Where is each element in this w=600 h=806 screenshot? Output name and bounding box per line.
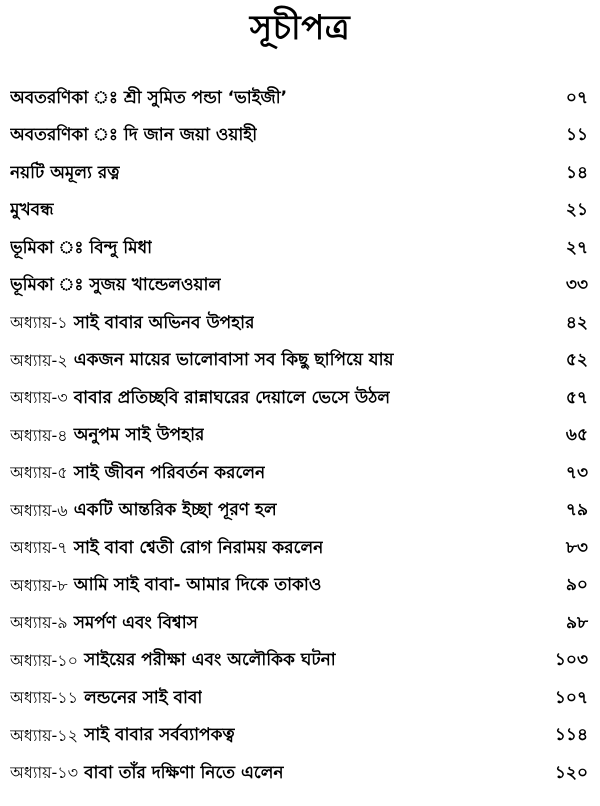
chapter-label: অধ্যায়-১১ [10,688,79,708]
toc-entry-text [10,497,277,525]
page-number: ১০৭ [554,687,588,708]
toc-entry-text [10,685,202,713]
chapter-title: সাই বাবা শ্বেতী রোগ নিরাময় করলেন [73,537,324,558]
table-of-contents [10,80,590,793]
page-number: ৩৩ [565,275,588,296]
page-number: ৭৩ [565,462,588,483]
chapter-label: অধ্যায়-৮ [10,575,68,595]
chapter-title: সাই বাবার অভিনব উপহার [73,312,255,333]
chapter-label: অধ্যায়-৬ [10,500,68,520]
toc-entry-text [10,310,254,338]
toc-entry-text [10,610,198,638]
page-number: ৯৮ [565,612,588,633]
chapter-title: আমি সাই বাবা- আমার দিকে তাকাও [73,575,322,596]
page-number: ২১ [565,200,588,221]
page-number: ২৭ [565,237,588,258]
toc-entry [10,155,590,193]
page-number: ৬৫ [565,425,588,446]
chapter-title: মুখবন্ধ [10,200,54,221]
chapter-title: ভূমিকা ঃ সুজয় খান্ডেলওয়াল [10,275,222,296]
chapter-label: অধ্যায়-৫ [10,463,68,483]
toc-entry [10,268,590,306]
page-number: ৫৭ [565,387,588,408]
chapter-title: সাইয়ের পরীক্ষা এবং অলৌকিক ঘটনা [84,650,336,671]
toc-entry [10,755,590,793]
chapter-title: লন্ডনের সাই বাবা [84,687,203,708]
toc-entry-text [10,160,120,188]
chapter-label: অধ্যায়-৯ [10,613,68,633]
page-number: ৮৩ [565,537,588,558]
chapter-title: সাই জীবন পরিবর্তন করলেন [73,462,266,483]
toc-entry-text [10,235,152,263]
toc-entry [10,343,590,381]
chapter-title: বাবা তাঁর দক্ষিণা নিতে এলেন [84,762,284,783]
page-number: ১৪ [565,162,588,183]
chapter-title: একটি আন্তরিক ইচ্ছা পূরণ হল [73,500,277,521]
chapter-title: ভূমিকা ঃ বিন্দু মিধা [10,237,153,258]
toc-entry-text [10,385,390,413]
chapter-label: অধ্যায়-৪ [10,425,68,445]
chapter-title: অবতরণিকা ঃ দি জান জয়া ওয়াহী [10,125,258,146]
chapter-title: অনুপম সাই উপহার [73,425,205,446]
toc-entry [10,418,590,456]
toc-entry [10,80,590,118]
chapter-label: অধ্যায়-৩ [10,388,68,408]
page-number: ১১৪ [554,725,588,746]
chapter-label: অধ্যায়-১২ [10,725,79,745]
toc-entry-text [10,85,287,113]
page-number: ০৭ [565,87,588,108]
chapter-title: সাই বাবার সর্বব্যাপকত্ব [84,725,235,746]
toc-entry [10,193,590,231]
page-number: ৯০ [565,575,588,596]
toc-entry [10,380,590,418]
chapter-label: অধ্যায়-১০ [10,650,79,670]
toc-entry-text [10,535,323,563]
chapter-title: বাবার প্রতিচ্ছবি রান্নাঘরের দেয়ালে ভেসে উঠল [73,387,391,408]
chapter-title: অবতরণিকা ঃ শ্রী সুমিত পন্ডা ‘ভাইজী’ [10,87,288,108]
chapter-label: অধ্যায়-১৩ [10,763,79,783]
chapter-title: একজন মায়ের ভালোবাসা সব কিছু ছাপিয়ে যায় [73,350,394,371]
toc-entry [10,305,590,343]
toc-entry-text [10,422,204,450]
toc-entry-text [10,122,257,150]
page-number: ১১ [565,125,588,146]
chapter-label: অধ্যায়-৭ [10,538,68,558]
toc-entry-text [10,460,265,488]
toc-entry-text [10,722,235,750]
toc-entry [10,680,590,718]
chapter-label: অধ্যায়-১ [10,313,68,333]
toc-entry [10,530,590,568]
page-number: ৫২ [565,350,588,371]
toc-entry-text [10,272,221,300]
toc-entry [10,718,590,756]
toc-entry [10,455,590,493]
page-number: ১০৩ [554,650,588,671]
page-number: ৭৯ [565,500,588,521]
page-number: ৪২ [565,312,588,333]
chapter-title: সমর্পণ এবং বিশ্বাস [73,612,198,633]
page-number: ১২০ [554,762,588,783]
toc-entry [10,493,590,531]
toc-entry-text [10,347,394,375]
toc-entry [10,643,590,681]
toc-entry [10,118,590,156]
chapter-title: নয়টি অমূল্য রত্ন [10,162,120,183]
toc-entry [10,230,590,268]
page-title: সূচীপত্র [249,8,351,48]
toc-entry-text [10,647,336,675]
toc-entry-text [10,572,321,600]
toc-entry [10,605,590,643]
toc-entry-text [10,197,54,225]
chapter-label: অধ্যায়-২ [10,350,68,370]
toc-entry-text [10,760,284,788]
toc-entry [10,568,590,606]
